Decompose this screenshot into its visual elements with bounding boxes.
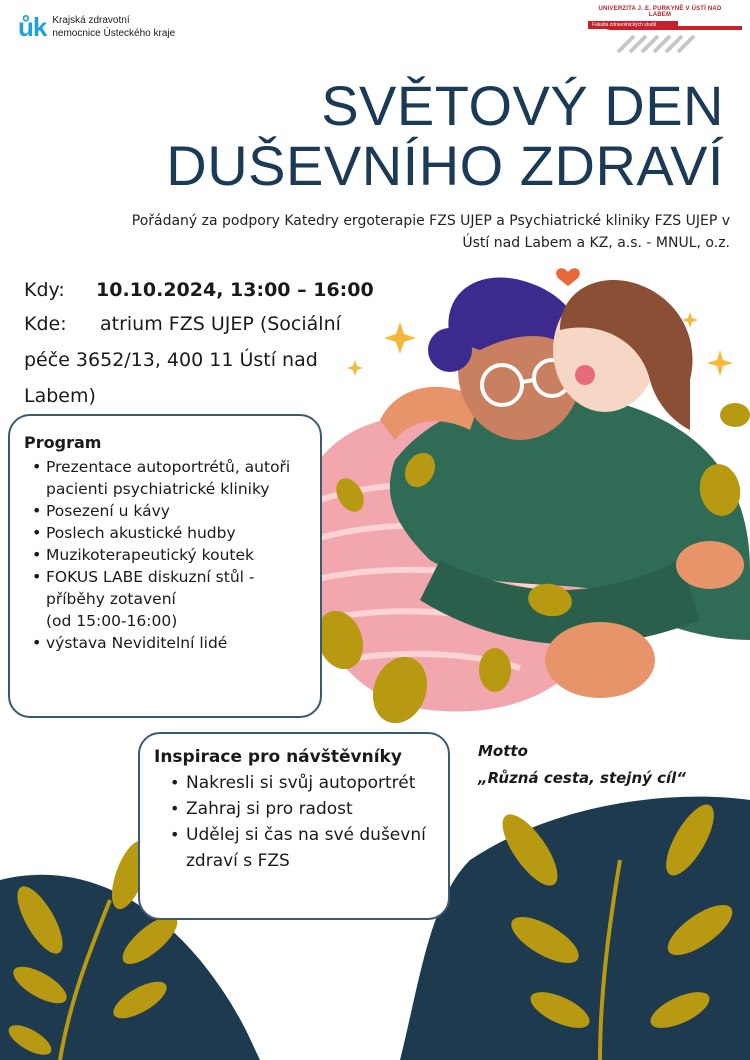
kraj-logo-mark: ůk (18, 12, 47, 42)
where-value-3: Labem) (24, 385, 96, 407)
kraj-logo (18, 14, 175, 40)
list-item: • FOKUS LABE diskuzní stůl - příběhy zotavení (od 15:00-16:00) (24, 566, 310, 632)
ujep-stripes (618, 36, 694, 52)
kraj-logo-text: Krajská zdravotní nemocnice Ústeckého kraje (52, 15, 176, 39)
list-item: • Zahraj si pro radost (154, 796, 438, 822)
program-title: Program (24, 433, 102, 452)
ujep-logo-faculty: Fakulta zdravotnických studií (588, 21, 678, 29)
event-when (24, 272, 374, 308)
list-item: • Udělej si čas na své duševní zdraví s FZS (154, 822, 438, 874)
inspiration-box (138, 732, 450, 920)
motto (478, 738, 686, 792)
where-value-1: atrium FZS UJEP (Sociální (100, 313, 341, 335)
heart-icon (556, 268, 580, 286)
list-item: • Poslech akustické hudby (24, 522, 310, 544)
page-title (166, 76, 724, 196)
page-title-line2: DUŠEVNÍHO ZDRAVÍ (166, 134, 724, 197)
focus-time-note: (od 15:00-16:00) (46, 612, 178, 630)
ujep-logo (588, 6, 732, 29)
when-label: Kdy: (24, 279, 65, 301)
list-item: • Nakresli si svůj autoportrét (154, 770, 438, 796)
organizer-subtitle: Pořádaný za podpory Katedry ergoterapie FZS UJEP a Psychiatrické kliniky FZS UJEP v Ústí nad Labem a KZ, a.s. - MNUL, o.z. (131, 213, 730, 251)
event-where (24, 306, 384, 414)
list-item: • výstava Neviditelní lidé (24, 632, 310, 654)
program-box (8, 414, 322, 718)
list-item: • Muzikoterapeutický koutek (24, 544, 310, 566)
inspiration-list (154, 770, 438, 874)
motto-text: „Různá cesta, stejný cíl“ (478, 769, 686, 787)
page-title-line1: SVĚTOVÝ DEN (321, 74, 724, 137)
inspiration-title: Inspirace pro návštěvníky (154, 747, 402, 767)
list-item: • Posezení u kávy (24, 500, 310, 522)
where-label: Kde: (24, 313, 67, 335)
motto-label: Motto (478, 742, 528, 760)
where-value-2: péče 3652/13, 400 11 Ústí nad (24, 349, 318, 371)
ujep-logo-name: UNIVERZITA J. E. PURKYNĚ V ÚSTÍ NAD LABEM (598, 6, 722, 18)
program-list (24, 456, 310, 654)
list-item: • Prezentace autoportrétů, autoři pacienti psychiatrické kliniky (24, 456, 310, 500)
when-value: 10.10.2024, 13:00 – 16:00 (96, 279, 374, 301)
